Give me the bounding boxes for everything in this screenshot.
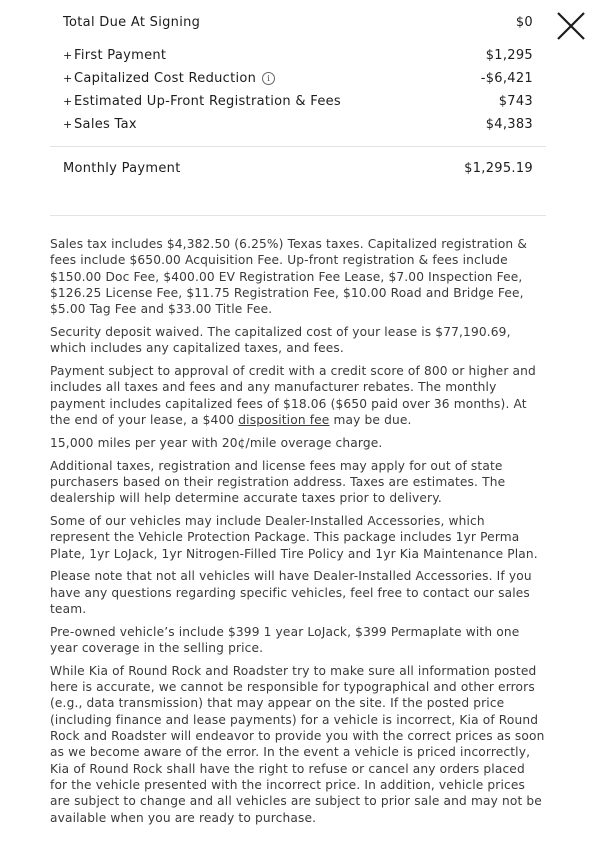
payment-summary [50, 0, 546, 216]
line-item-label: Capitalized Cost Reduction [74, 71, 257, 86]
plus-sign: + [63, 118, 73, 131]
disclaimer-paragraph: Security deposit waived. The capitalized cost of your lease is $77,190.69, which includes any capitalized taxes, and fees. [50, 324, 511, 356]
monthly-payment-value: $1,295.19 [464, 160, 533, 176]
disposition-fee-link[interactable]: disposition fee [238, 412, 330, 427]
line-item [50, 67, 546, 90]
total-due-row [50, 0, 546, 44]
monthly-payment-label: Monthly Payment [63, 160, 181, 176]
disclaimer-paragraph: While Kia of Round Rock and Roadster try to make sure all information posted here is accurate, we cannot be responsible for typographical and other errors (e.g., data transmission) that may appear on the site. If the posted price (including finance and lease payments) for a vehicle is incorrect, Kia of Round Rock and Roadster will endeavor to provide you with the correct prices as soon as we become aware of the error. In the event a vehicle is priced incorrectly, Kia of Round Rock shall have the right to refuse or cancel any orders placed for the vehicle presented with the incorrect price. In addition, vehicle prices are subject to change and all vehicles are subject to prior sale and may not be available when you are ready to purchase. [50, 663, 545, 825]
divider [50, 215, 546, 216]
disclaimer-paragraph: Sales tax includes $4,382.50 (6.25%) Texas taxes. Capitalized registration & fees include $650.00 Acquisition Fee. Up-front registration & fees include $150.00 Doc Fee, $400.00 EV Registration Fee Lease, $7.00 Inspection Fee, $126.25 License Fee, $11.75 Registration Fee, $10.00 Road and Bridge Fee, $5.00 Tag Fee and $33.00 Title Fee. [50, 237, 527, 317]
line-item-label: First Payment [74, 48, 167, 63]
disclaimer-paragraph: Some of our vehicles may include Dealer-Installed Accessories, which represent the Vehicle Protection Package. This package includes 1yr Perma Plate, 1yr LoJack, 1yr Nitrogen-Filled Tire Policy and 1yr Kia Maintenance Plan. [50, 513, 538, 561]
line-item [50, 44, 546, 67]
line-item [50, 113, 546, 136]
line-item-value: $1,295 [485, 48, 533, 63]
disclaimer-paragraph [50, 363, 546, 428]
total-due-value: $0 [515, 14, 533, 30]
disclaimer-paragraph: Please note that not all vehicles will have Dealer-Installed Accessories. If you have any questions regarding specific vehicles, feel free to contact our sales team. [50, 569, 532, 616]
line-item-value: $743 [498, 94, 533, 109]
plus-sign: + [63, 72, 73, 85]
line-item-label: Estimated Up-Front Registration & Fees [74, 94, 342, 109]
disclaimer-text-segment: may be due. [329, 412, 412, 427]
plus-sign: + [63, 49, 73, 62]
info-icon[interactable]: i [262, 72, 275, 85]
disclaimer-text [50, 236, 546, 832]
monthly-payment-row [50, 147, 546, 189]
close-icon [554, 9, 588, 43]
disclaimer-paragraph: Additional taxes, registration and license fees may apply for out of state purchasers based on their registration address. Taxes are estimates. The dealership will help determine accurate taxes prior to delivery. [50, 458, 506, 506]
close-button[interactable] [554, 9, 588, 43]
plus-sign: + [63, 95, 73, 108]
disclaimer-text-segment: Payment subject to approval of credit with a credit score of 800 or higher and includes all taxes and fees and any manufacturer rebates. The monthly payment includes capitalized fees of $18.06 ($650 paid over 36 months). At the end of your lease, a $400 [50, 364, 536, 427]
line-item-value: -$6,421 [480, 71, 533, 86]
line-item-label: Sales Tax [74, 117, 137, 132]
total-due-label: Total Due At Signing [63, 14, 201, 30]
disclaimer-paragraph: 15,000 miles per year with 20¢/mile overage charge. [50, 435, 383, 450]
line-item [50, 90, 546, 113]
line-item-value: $4,383 [485, 117, 533, 132]
disclaimer-paragraph: Pre-owned vehicle’s include $399 1 year LoJack, $399 Permaplate with one year coverage in the selling price. [50, 624, 520, 656]
